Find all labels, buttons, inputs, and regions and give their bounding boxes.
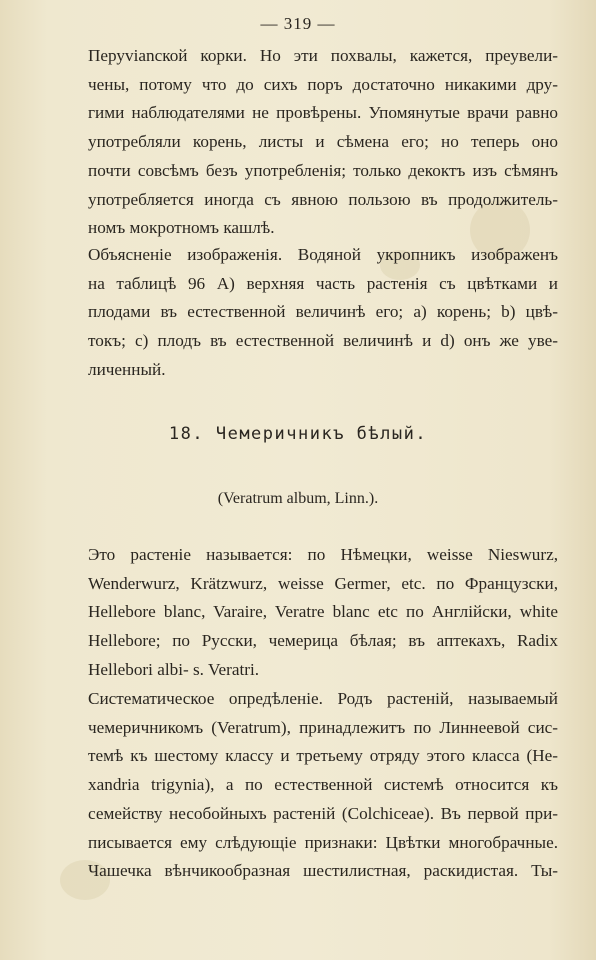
text-line: Hellebore; по Русски, чемерица бѣлая; въ аптекахъ, Radix — [88, 631, 558, 651]
text-line: на таблицѣ 96 A) верхняя часть растенія съ цвѣтками и — [88, 273, 558, 293]
text-line: почти совсѣмъ безъ употребленія; только декоктъ изъ сѣмянъ — [88, 160, 558, 180]
text-line: Систематическое опредѣленіе. Родъ растеній, называемый — [88, 689, 558, 708]
text-line: чемеричникомъ (Veratrum), принадлежитъ по Линнеевой сис- — [88, 717, 558, 737]
text-line: Hellebore blanc, Varaire, Veratre blanc etc по Англійски, white — [88, 602, 558, 622]
text-line: чены, потому что до сихъ поръ достаточно никакими дру- — [88, 74, 558, 94]
paragraph-systematic-definition — [88, 685, 558, 886]
text-line: Wenderwurz, Krätzwurz, weisse Germer, etc. по Французски, — [88, 573, 558, 593]
text-line: токъ; c) плодъ въ естественной величинѣ и d) онъ же уве- — [88, 331, 558, 351]
text-line: темѣ къ шестому классу и третьему отряду этого класса (He- — [88, 746, 558, 766]
text-line: употребляется иногда съ явною пользою въ продолжитель- — [88, 189, 558, 209]
text-line: номъ мокротномъ кашлѣ. — [88, 218, 275, 238]
text-line: семейству несобойныхъ растеній (Colchiceae). Въ первой при- — [88, 803, 558, 823]
text-line: Hellebori albi- s. Veratri. — [88, 659, 260, 679]
page-number: — 319 — — [260, 14, 336, 33]
paragraph-common-names — [88, 541, 558, 685]
text-line: Чашечка вѣнчикообразная шестилистная, раскидистая. Ты- — [88, 861, 558, 881]
paragraph-peruvian-bark — [88, 42, 558, 243]
text-line: писывается ему слѣдующіе признаки: Цвѣтки многобрачные. — [88, 832, 558, 852]
text-line: Перуvianской корки. Но эти похвалы, кажется, преувели- — [88, 46, 558, 65]
section-heading: 18. Чемеричникъ бѣлый. — [168, 424, 428, 444]
text-line: гими наблюдателями не провѣрены. Упомянутые врачи равно — [88, 103, 558, 123]
text-line: Это растеніе называется: по Нѣмецки, weisse Nieswurz, — [88, 545, 558, 564]
text-line: употребляли корень, листы и сѣмена его; но теперь оно — [88, 132, 558, 152]
text-line: xandria trigynia), а по естественной системѣ относится къ — [88, 775, 558, 795]
paragraph-figure-explanation — [88, 241, 558, 385]
latin-name: (Veratrum album, Linn.). — [217, 490, 379, 507]
text-line: личенный. — [88, 359, 166, 379]
text-line: плодами въ естественной величинѣ его; a) корень; b) цвѣ- — [88, 302, 558, 322]
text-line: Объясненіе изображенія. Водяной укропникъ изображенъ — [88, 245, 558, 264]
